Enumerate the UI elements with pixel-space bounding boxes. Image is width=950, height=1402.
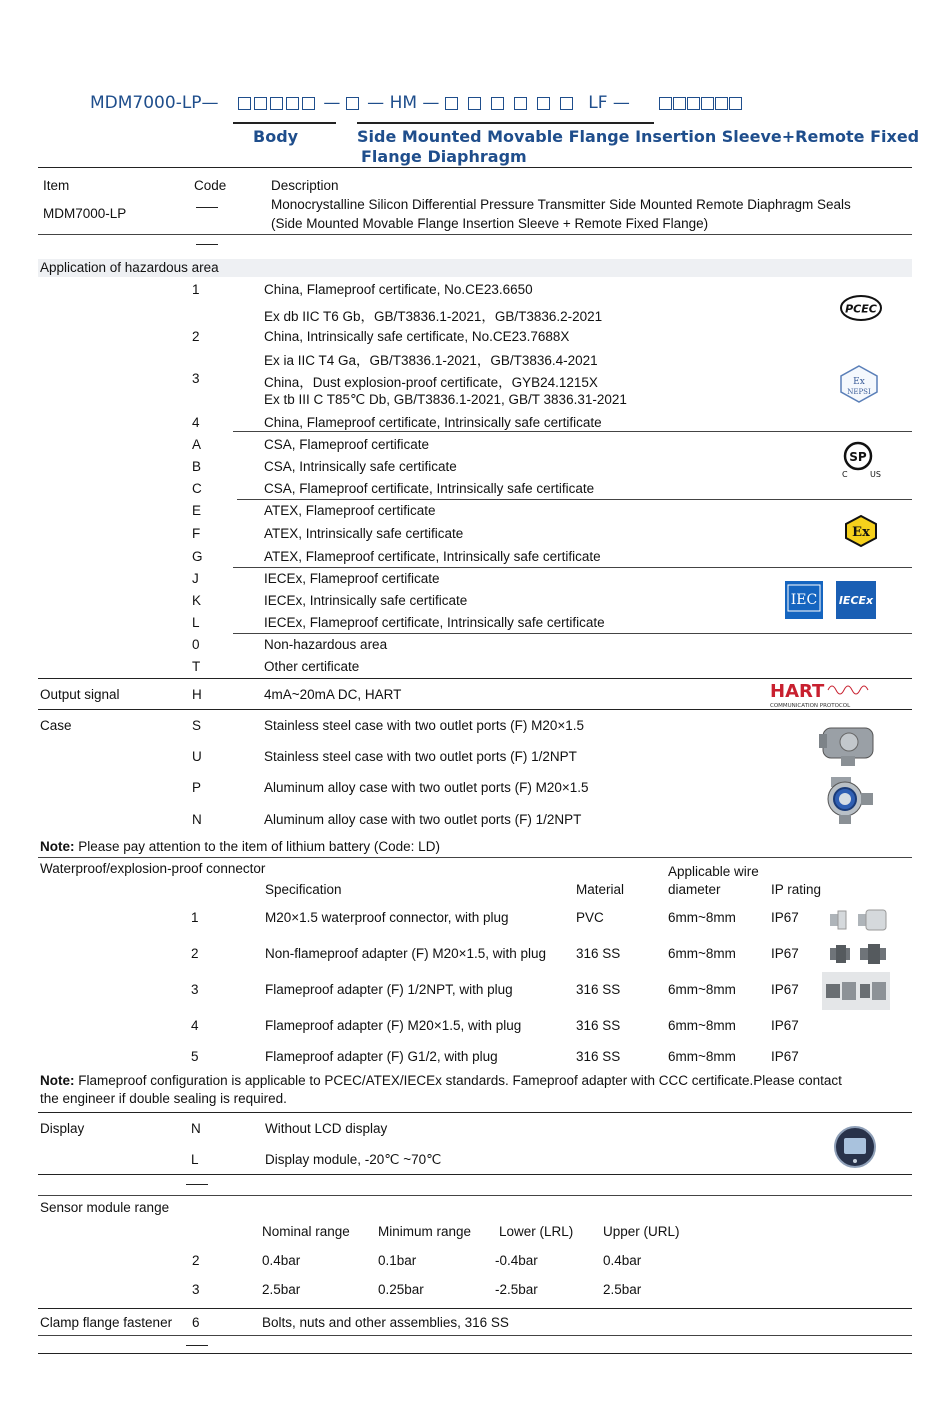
connector-spec: Flameproof adapter (F) M20×1.5, with plug <box>265 1018 522 1033</box>
iecex-logo-icon <box>836 581 880 624</box>
sleeve-underline <box>357 122 654 124</box>
connector-material: 316 SS <box>576 982 621 997</box>
body-underline <box>233 122 336 124</box>
connector-code: 2 <box>191 946 199 961</box>
connector-note-line1: Note: Flameproof configuration is applicable to PCEC/ATEX/IECEx standards. Fameproof adapter with CCC certificate.Please contact <box>40 1073 842 1088</box>
col-header-description: Description <box>271 178 339 193</box>
hazard-code: 1 <box>192 282 200 297</box>
col-header-wire-2: diameter <box>668 882 721 897</box>
connector-note-line2: the engineer if double sealing is required. <box>40 1091 287 1106</box>
sensor-lower: -0.4bar <box>495 1253 538 1268</box>
svg-text:NEPSI: NEPSI <box>847 388 871 396</box>
hazard-code: B <box>192 459 202 474</box>
svg-text:SP: SP <box>849 450 867 464</box>
hazard-text: CSA, Intrinsically safe certificate <box>264 459 457 474</box>
hazard-text: China, Flameproof certificate, Intrinsically safe certificate <box>264 415 602 430</box>
sensor-minimum: 0.25bar <box>378 1282 424 1297</box>
sensor-code: 3 <box>192 1282 200 1297</box>
divider <box>38 1353 912 1354</box>
connector-wire: 6mm~8mm <box>668 910 736 925</box>
case-text: Stainless steel case with two outlet ports (F) M20×1.5 <box>264 718 585 733</box>
connector-spec: M20×1.5 waterproof connector, with plug <box>265 910 509 925</box>
connector-wire: 6mm~8mm <box>668 1018 736 1033</box>
connector-spec: Flameproof adapter (F) G1/2, with plug <box>265 1049 498 1064</box>
csa-logo-icon <box>838 440 886 483</box>
model-description-line2: (Side Mounted Movable Flange Insertion Sleeve + Remote Fixed Flange) <box>271 216 709 231</box>
hazard-text: China, Flameproof certificate, No.CE23.6650 <box>264 282 533 297</box>
sensor-code: 2 <box>192 1253 200 1268</box>
hazard-code: 2 <box>192 329 200 344</box>
code-box <box>346 97 359 110</box>
hazard-code: G <box>192 549 203 564</box>
hazard-text: Ex tb III C T85℃ Db, GB/T3836.1-2021, GB/T 3836.31-2021 <box>264 392 627 407</box>
sensor-lower: -2.5bar <box>495 1282 538 1297</box>
code-dash <box>196 207 218 208</box>
divider <box>38 234 912 235</box>
connector-ip: IP67 <box>771 982 799 997</box>
display-text: Display module, -20℃ ~70℃ <box>265 1152 442 1167</box>
connector-wire: 6mm~8mm <box>668 982 736 997</box>
clamp-label: Clamp flange fastener <box>40 1315 173 1330</box>
divider <box>233 633 912 634</box>
sep-lf: LF — <box>588 93 630 113</box>
svg-text:C: C <box>842 470 848 479</box>
case-text: Stainless steel case with two outlet ports (F) 1/2NPT <box>264 749 577 764</box>
hazard-code: T <box>192 659 201 674</box>
body-label: Body <box>253 127 299 146</box>
output-code: H <box>192 687 202 702</box>
divider <box>38 1308 912 1309</box>
display-label: Display <box>40 1121 85 1136</box>
hazard-code: 0 <box>192 637 200 652</box>
hazard-text: Ex db IIC T6 Gb，GB/T3836.1-2021，GB/T3836.2-2021 <box>264 309 603 324</box>
connector-spec: Non-flameproof adapter (F) M20×1.5, with plug <box>265 946 547 961</box>
non-flameproof-adapter-image <box>828 942 890 969</box>
divider <box>38 1335 912 1336</box>
svg-text:Ex: Ex <box>853 377 865 387</box>
hazard-code: 4 <box>192 415 200 430</box>
hazard-text: IECEx, Intrinsically safe certificate <box>264 593 468 608</box>
sleeve-label-line2: Flange Diaphragm <box>361 147 527 166</box>
col-header-nominal: Nominal range <box>262 1224 350 1239</box>
connector-material: 316 SS <box>576 946 621 961</box>
col-header-specification: Specification <box>265 882 342 897</box>
case-label: Case <box>40 718 72 733</box>
hazard-text: Other certificate <box>264 659 360 674</box>
connector-ip: IP67 <box>771 946 799 961</box>
col-header-lower: Lower (LRL) <box>499 1224 574 1239</box>
model-description-line1: Monocrystalline Silicon Differential Pressure Transmitter Side Mounted Remote Diaphragm Seals <box>271 197 851 212</box>
hazard-code: L <box>192 615 200 630</box>
hazard-text: ATEX, Flameproof certificate, Intrinsically safe certificate <box>264 549 601 564</box>
case-note: Note: Please pay attention to the item of lithium battery (Code: LD) <box>40 839 440 854</box>
svg-text:PCEC: PCEC <box>845 302 877 316</box>
divider <box>38 1174 912 1175</box>
model-name: MDM7000-LP <box>43 206 127 221</box>
svg-text:HART: HART <box>770 681 825 702</box>
hazard-text: ATEX, Flameproof certificate <box>264 503 436 518</box>
hazard-title: Application of hazardous area <box>40 260 219 275</box>
case-code: P <box>192 780 202 795</box>
case-text: Aluminum alloy case with two outlet ports (F) 1/2NPT <box>264 812 582 827</box>
hazard-text: Non-hazardous area <box>264 637 388 652</box>
hazard-text: CSA, Flameproof certificate, Intrinsically safe certificate <box>264 481 595 496</box>
lcd-display-image <box>833 1125 877 1172</box>
code-boxes-body <box>238 93 318 113</box>
connector-wire: 6mm~8mm <box>668 1049 736 1064</box>
code-boxes-options <box>659 93 743 113</box>
model-prefix: MDM7000-LP— <box>90 93 219 113</box>
divider <box>38 857 912 858</box>
sensor-nominal: 0.4bar <box>262 1253 301 1268</box>
hazard-code: K <box>192 593 202 608</box>
divider <box>38 678 912 679</box>
connector-material: 316 SS <box>576 1018 621 1033</box>
hazard-code: 3 <box>192 371 200 386</box>
model-code-header: MDM7000-LP— — — HM — LF — <box>90 93 743 113</box>
svg-text:IEC: IEC <box>790 592 818 608</box>
connector-code: 3 <box>191 982 199 997</box>
sensor-label: Sensor module range <box>40 1200 170 1215</box>
sep-hm: — HM — <box>367 93 440 113</box>
case-code: U <box>192 749 202 764</box>
hazard-code: E <box>192 503 202 518</box>
output-text: 4mA~20mA DC, HART <box>264 687 402 702</box>
hazard-text: CSA, Flameproof certificate <box>264 437 430 452</box>
col-header-minimum: Minimum range <box>378 1224 472 1239</box>
waterproof-connector-image <box>828 906 890 937</box>
connector-spec: Flameproof adapter (F) 1/2NPT, with plug <box>265 982 513 997</box>
clamp-code: 6 <box>192 1315 200 1330</box>
divider <box>237 499 912 500</box>
col-header-ip-rating: IP rating <box>771 882 822 897</box>
col-header-wire-1: Applicable wire <box>668 864 759 879</box>
case-code: N <box>192 812 202 827</box>
connector-code: 1 <box>191 910 199 925</box>
svg-text:IECEx: IECEx <box>838 594 874 607</box>
col-header-upper: Upper (URL) <box>603 1224 680 1239</box>
sensor-nominal: 2.5bar <box>262 1282 301 1297</box>
connector-ip: IP67 <box>771 910 799 925</box>
sensor-upper: 0.4bar <box>603 1253 642 1268</box>
hazard-code: A <box>192 437 202 452</box>
divider <box>38 1112 912 1113</box>
hazard-text: IECEx, Flameproof certificate <box>264 571 440 586</box>
hazard-code: F <box>192 526 201 541</box>
divider <box>38 709 912 710</box>
stainless-case-image <box>819 718 877 771</box>
code-dash <box>186 1184 208 1185</box>
display-code: N <box>191 1121 201 1136</box>
divider <box>233 431 912 432</box>
connector-label: Waterproof/explosion-proof connector <box>40 861 266 876</box>
iec-logo-icon <box>785 581 823 622</box>
divider <box>38 167 912 168</box>
col-header-code: Code <box>194 178 227 193</box>
code-dash <box>186 1345 208 1346</box>
hazard-text: China, Intrinsically safe certificate, No.CE23.7688X <box>264 329 570 344</box>
connector-material: PVC <box>576 910 604 925</box>
display-code: L <box>191 1152 199 1167</box>
connector-wire: 6mm~8mm <box>668 946 736 961</box>
col-header-material: Material <box>576 882 625 897</box>
svg-text:Ex: Ex <box>852 525 870 540</box>
flameproof-adapter-image <box>822 972 890 1013</box>
display-text: Without LCD display <box>265 1121 388 1136</box>
nepsi-logo-icon <box>838 364 880 407</box>
connector-material: 316 SS <box>576 1049 621 1064</box>
code-boxes-sleeve <box>445 93 583 113</box>
svg-text:COMMUNICATION PROTOCOL: COMMUNICATION PROTOCOL <box>770 703 851 709</box>
hazard-code: J <box>192 571 199 586</box>
divider <box>38 1195 912 1196</box>
atex-logo-icon <box>843 514 879 551</box>
output-signal-label: Output signal <box>40 687 120 702</box>
divider <box>233 567 912 568</box>
pcec-logo-icon <box>839 294 883 325</box>
sleeve-label-line1: Side Mounted Movable Flange Insertion Sleeve+Remote Fixed <box>357 127 920 146</box>
case-code: S <box>192 718 202 733</box>
hazard-text: IECEx, Flameproof certificate, Intrinsically safe certificate <box>264 615 605 630</box>
connector-ip: IP67 <box>771 1018 799 1033</box>
connector-code: 4 <box>191 1018 199 1033</box>
connector-ip: IP67 <box>771 1049 799 1064</box>
sensor-minimum: 0.1bar <box>378 1253 417 1268</box>
aluminum-case-image <box>823 775 877 828</box>
code-dash <box>196 244 218 245</box>
hazard-code: C <box>192 481 202 496</box>
hazard-text: Ex ia IIC T4 Ga，GB/T3836.1-2021，GB/T3836.4-2021 <box>264 353 598 368</box>
clamp-text: Bolts, nuts and other assemblies, 316 SS <box>262 1315 509 1330</box>
sensor-upper: 2.5bar <box>603 1282 642 1297</box>
hazard-text: ATEX, Intrinsically safe certificate <box>264 526 464 541</box>
connector-code: 5 <box>191 1049 199 1064</box>
col-header-item: Item <box>43 178 70 193</box>
case-text: Aluminum alloy case with two outlet ports (F) M20×1.5 <box>264 780 589 795</box>
svg-text:US: US <box>870 470 881 479</box>
hazard-text: China，Dust explosion-proof certificate，GYB24.1215X <box>264 375 598 390</box>
